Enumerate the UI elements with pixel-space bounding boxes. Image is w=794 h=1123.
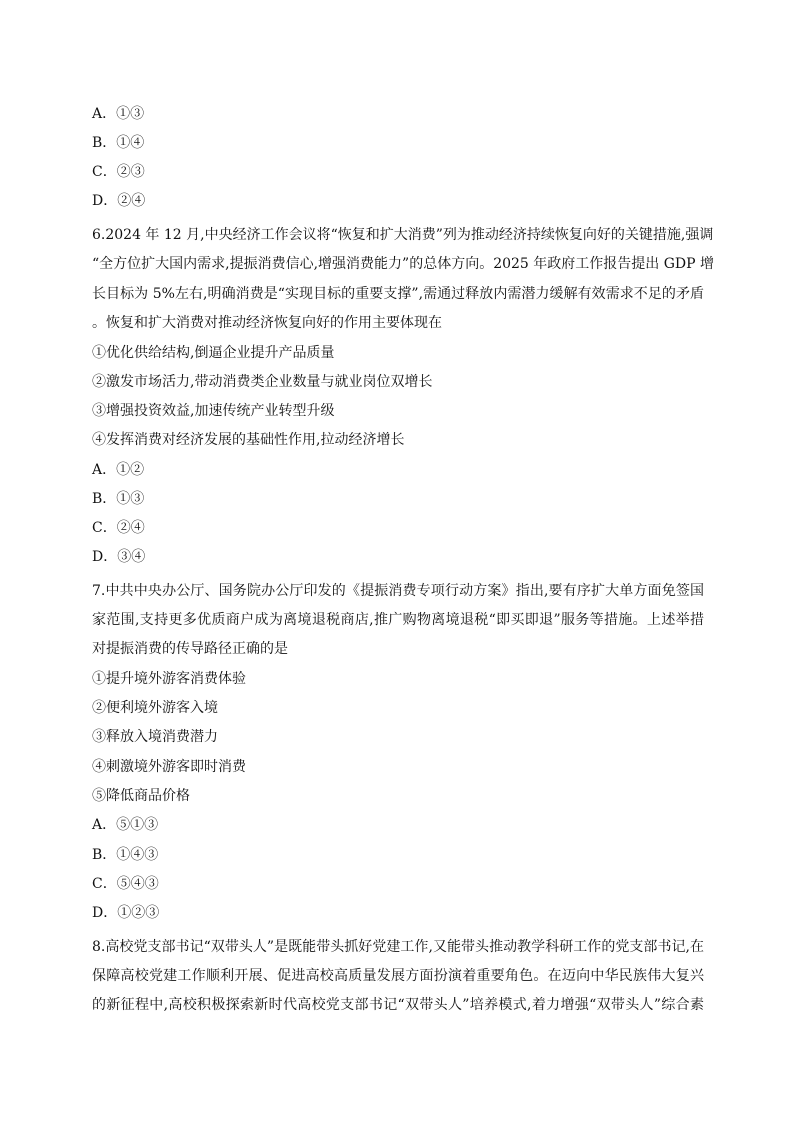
q5-option-c: C．②③: [92, 164, 145, 180]
q6-option-a: A．①②: [92, 462, 145, 478]
q6-statement-1: ①优化供给结构,倒逼企业提升产品质量: [92, 345, 335, 361]
q7-statement-3: ③释放入境消费潜力: [92, 729, 218, 745]
q5-option-a: A．①③: [92, 106, 145, 122]
q5-option-b: B．①④: [92, 135, 145, 151]
q7-stem-line-2: 家范围,支持更多优质商户成为离境退税商店,推广购物离境退税“即买即退”服务等措施。上述举措: [92, 612, 704, 628]
q7-stem-line-1: 7.中共中央办公厅、国务院办公厅印发的《提振消费专项行动方案》指出,要有序扩大单方面免签国: [92, 583, 704, 599]
q5-option-d: D．②④: [92, 193, 146, 209]
q7-statement-1: ①提升境外游客消费体验: [92, 671, 246, 687]
q6-option-c: C．②④: [92, 520, 145, 536]
q6-statement-4: ④发挥消费对经济发展的基础性作用,拉动经济增长: [92, 432, 405, 448]
q8-stem-line-3: 的新征程中,高校积极探索新时代高校党支部书记“双带头人”培养模式,着力增强“双带头人”综合素: [92, 997, 704, 1013]
q6-statement-2: ②激发市场活力,带动消费类企业数量与就业岗位双增长: [92, 374, 433, 390]
q7-statement-4: ④刺激境外游客即时消费: [92, 759, 246, 775]
q6-stem-line-3: 长目标为 5%左右,明确消费是“实现目标的重要支撑”,需通过释放内需潜力缓解有效需求不足的矛盾: [92, 286, 704, 302]
q6-stem-line-2: “全方位扩大国内需求,提振消费信心,增强消费能力”的总体方向。2025 年政府工作报告提出 GDP 增: [92, 256, 715, 272]
q7-option-a: A．⑤①③: [92, 817, 159, 833]
q6-stem-line-1: 6.2024 年 12 月,中央经济工作会议将“恢复和扩大消费”列为推动经济持续恢复向好的关键措施,强调: [92, 227, 714, 243]
q7-statement-5: ⑤降低商品价格: [92, 788, 190, 804]
q7-option-c: C．⑤④③: [92, 876, 159, 892]
q6-stem-line-4: 。恢复和扩大消费对推动经济恢复向好的作用主要体现在: [92, 315, 442, 331]
q7-option-d: D．①②③: [92, 905, 160, 921]
q6-statement-3: ③增强投资效益,加速传统产业转型升级: [92, 403, 335, 419]
q6-option-b: B．①③: [92, 491, 145, 507]
q8-stem-line-1: 8.高校党支部书记“双带头人”是既能带头抓好党建工作,又能带头推动教学科研工作的党支部书记,在: [92, 939, 704, 955]
q7-statement-2: ②便利境外游客入境: [92, 700, 218, 716]
q8-stem-line-2: 保障高校党建工作顺利开展、促进高校高质量发展方面扮演着重要角色。在迈向中华民族伟大复兴: [92, 968, 704, 984]
q7-stem-line-3: 对提振消费的传导路径正确的是: [92, 641, 288, 657]
q7-option-b: B．①④③: [92, 847, 159, 863]
q6-option-d: D．③④: [92, 549, 146, 565]
